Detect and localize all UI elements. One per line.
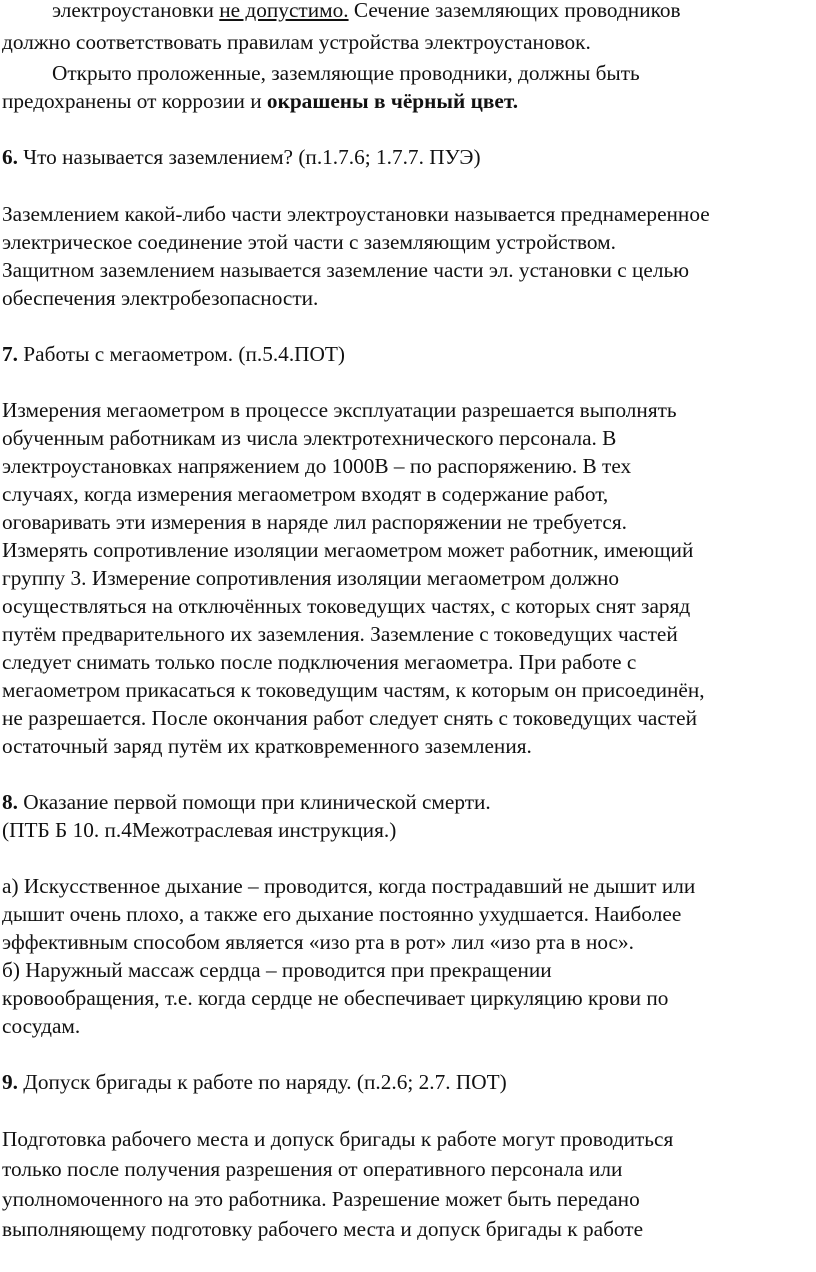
- text-line: сосудам.: [2, 1014, 81, 1038]
- text-line: только после получения разрешения от оперативного персонала или: [2, 1157, 623, 1181]
- text-line: б) Наружный массаж сердца – проводится при прекращении: [2, 958, 552, 982]
- text-line: остаточный заряд путём их кратковременного заземления.: [2, 734, 532, 758]
- text-line: Защитном заземлением называется заземление части эл. установки с целью: [2, 258, 690, 282]
- text-line: обученным работникам из числа электротехнического персонала. В: [2, 426, 617, 450]
- text-line: Измерения мегаометром в процессе эксплуатации разрешается выполнять: [2, 398, 677, 422]
- text-line: (ПТБ Б 10. п.4Межотраслевая инструкция.): [2, 818, 397, 842]
- text-line: должно соответствовать правилам устройства электроустановок.: [2, 30, 591, 54]
- bold-text: окрашены в чёрный цвет.: [266, 89, 519, 113]
- text-line: следует снимать только после подключения мегаометра. При работе с: [2, 650, 637, 674]
- text-line: кровообращения, т.е. когда сердце не обеспечивает циркуляцию крови по: [2, 986, 669, 1010]
- text-line: Измерять сопротивление изоляции мегаометром может работник, имеющий: [2, 538, 694, 562]
- text-line: обеспечения электробезопасности.: [2, 286, 319, 310]
- question-6-heading: [2, 143, 481, 171]
- question-7-heading: [2, 340, 345, 368]
- question-number: 7.: [2, 342, 18, 366]
- question-number: 9.: [2, 1070, 18, 1094]
- question-number: 8.: [2, 790, 18, 814]
- text-line: группу 3. Измерение сопротивления изоляции мегаометром должно: [2, 566, 620, 590]
- text-line: а) Искусственное дыхание – проводится, когда пострадавший не дышит или: [2, 874, 696, 898]
- text-fragment: предохранены от коррозии и: [2, 89, 267, 113]
- text-line: выполняющему подготовку рабочего места и допуск бригады к работе: [2, 1217, 644, 1241]
- text-line: путём предварительного их заземления. Заземление с токоведущих частей: [2, 622, 678, 646]
- question-text: Оказание первой помощи при клинической смерти.: [17, 790, 491, 814]
- text-line: дышит очень плохо, а также его дыхание постоянно ухудшается. Наиболее: [2, 902, 682, 926]
- question-text: Работы с мегаометром. (п.5.4.ПОТ): [17, 342, 346, 366]
- text-line: эффективным способом является «изо рта в рот» лил «изо рта в нос».: [2, 930, 634, 954]
- underlined-text: не допустимо.: [219, 0, 349, 22]
- text-line: не разрешается. После окончания работ следует снять с токоведущих частей: [2, 706, 697, 730]
- question-number: 6.: [2, 145, 18, 169]
- text-line: мегаометром прикасаться к токоведущим частям, к которым он присоединён,: [2, 678, 705, 702]
- text-line: Открыто проложенные, заземляющие проводники, должны быть: [52, 61, 640, 85]
- question-9-heading: [2, 1068, 507, 1096]
- text-line: случаях, когда измерения мегаометром входят в содержание работ,: [2, 482, 609, 506]
- question-8-heading: [2, 788, 491, 816]
- question-text: Допуск бригады к работе по наряду. (п.2.6; 2.7. ПОТ): [17, 1070, 507, 1094]
- text-fragment: Сечение заземляющих проводников: [348, 0, 681, 22]
- text-line: электроустановках напряжением до 1000В – по распоряжению. В тех: [2, 454, 632, 478]
- text-line: оговаривать эти измерения в наряде лил распоряжении не требуется.: [2, 510, 627, 534]
- text-line: Заземлением какой-либо части электроустановки называется преднамеренное: [2, 202, 710, 226]
- text-fragment: электроустановки: [52, 0, 220, 22]
- text-line: осуществляться на отключённых токоведущих частях, с которых снят заряд: [2, 594, 691, 618]
- text-line: уполномоченного на это работника. Разрешение может быть передано: [2, 1187, 640, 1211]
- text-line: [52, 0, 681, 24]
- text-line: Подготовка рабочего места и допуск бригады к работе могут проводиться: [2, 1127, 674, 1151]
- text-line: [2, 87, 518, 115]
- text-line: электрическое соединение этой части с заземляющим устройством.: [2, 230, 616, 254]
- question-text: Что называется заземлением? (п.1.7.6; 1.7.7. ПУЭ): [17, 145, 481, 169]
